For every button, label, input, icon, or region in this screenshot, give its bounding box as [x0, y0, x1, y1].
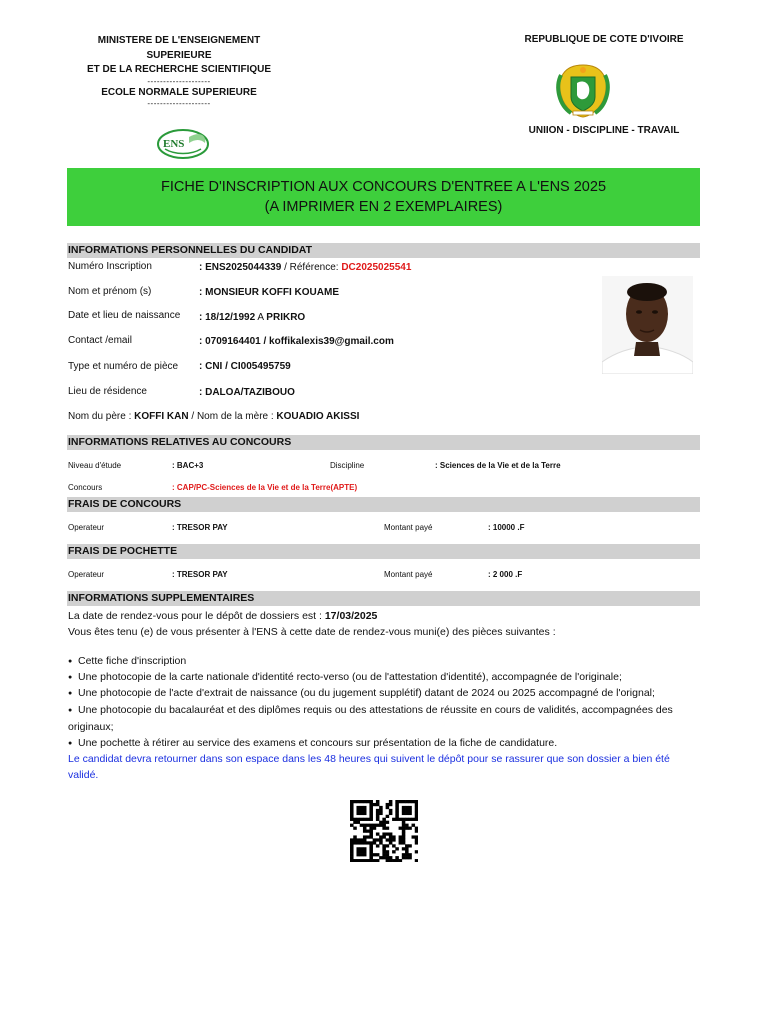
divider-2: -------------------- [147, 99, 211, 108]
value-operateur-pochette: : TRESOR PAY [172, 570, 228, 579]
list-item-text: Une photocopie du bacalauréat et des diplômes requis ou des attestations de réussite en cours de validités, accompagnées des originaux; [68, 704, 673, 733]
numero-inscription: : ENS2025044339 [199, 262, 282, 273]
parents-line [68, 411, 359, 422]
section-frais-pochette: FRAIS DE POCHETTE [67, 544, 700, 559]
label-montant-pochette: Montant payé [384, 570, 433, 579]
label-numero-inscription: Numéro Inscription [68, 261, 152, 272]
label-montant-concours: Montant payé [384, 523, 433, 532]
ministry-header [70, 34, 288, 108]
candidate-name: : MONSIEUR KOFFI KOUAME [199, 287, 339, 298]
list-item-text: Cette fiche d'inscription [78, 655, 187, 667]
list-item-text: Une pochette à rétirer au service des examens et concours sur présentation de la fiche de candidature. [78, 737, 558, 749]
required-documents-intro: Vous êtes tenu (e) de vous présenter à l'ENS à cette date de rendez-vous muni(e) des pièces suivantes : [68, 626, 556, 638]
form-title: FICHE D'INSCRIPTION AUX CONCOURS D'ENTREE A L'ENS 2025 [160, 179, 607, 195]
label-naissance: Date et lieu de naissance [68, 310, 181, 321]
list-item-text: Une photocopie de la carte nationale d'identité recto-verso (ou de l'attestation d'identité), accompagnée de l'originale; [78, 671, 622, 683]
value-piece [199, 361, 291, 372]
value-operateur-concours: : TRESOR PAY [172, 523, 228, 532]
value-montant-pochette: : 2 000 .F [488, 570, 523, 579]
bullet-icon: ● [68, 690, 73, 697]
section-concours-info: INFORMATIONS RELATIVES AU CONCOURS [67, 435, 700, 450]
school-name: ECOLE NORMALE SUPERIEURE [101, 86, 257, 98]
ministry-line-1: MINISTERE DE L'ENSEIGNEMENT [97, 35, 261, 46]
value-residence [199, 387, 295, 398]
label-discipline: Discipline [330, 461, 365, 470]
bullet-icon: ● [68, 658, 73, 665]
coat-of-arms-emblem [553, 61, 613, 121]
value-niveau: : BAC+3 [172, 461, 204, 470]
value-nom-prenom [199, 287, 339, 298]
mother-name: KOUADIO AKISSI [276, 411, 360, 422]
residence: : DALOA/TAZIBOUO [199, 387, 295, 398]
label-contact: Contact /email [68, 335, 132, 346]
value-discipline: : Sciences de la Vie et de la Terre [435, 461, 561, 470]
list-item [68, 669, 700, 686]
list-item [68, 685, 700, 702]
birth-place: PRIKRO [266, 312, 306, 323]
bullet-icon: ● [68, 674, 73, 681]
list-item [68, 653, 700, 670]
list-item [68, 702, 700, 735]
bullet-icon: ● [68, 740, 73, 747]
ens-logo [155, 127, 211, 161]
contact-email: : 0709164401 / koffikalexis39@gmail.com [199, 336, 394, 347]
rdv-text: La date de rendez-vous pour le dépôt de dossiers est : [68, 610, 325, 622]
mother-label: / Nom de la mère : [188, 411, 277, 422]
label-niveau: Niveau d'étude [68, 461, 122, 470]
label-residence: Lieu de résidence [68, 386, 147, 397]
id-document: : CNI / CI005495759 [199, 361, 291, 372]
ministry-line-2: SUPERIEURE [146, 49, 212, 61]
bullet-icon: ● [68, 707, 73, 714]
form-subtitle: (A IMPRIMER EN 2 EXEMPLAIRES) [264, 199, 503, 215]
section-informations-supplementaires: INFORMATIONS SUPPLEMENTAIRES [67, 591, 700, 606]
label-concours: Concours [68, 483, 103, 492]
reference-number: DC2025025541 [341, 262, 412, 273]
value-numero-inscription [199, 262, 411, 273]
value-contact [199, 336, 394, 347]
national-motto: UNIION - DISCIPLINE - TRAVAIL [528, 125, 680, 136]
rdv-line [68, 608, 700, 624]
label-piece: Type et numéro de pièce [68, 361, 179, 372]
ens-logo-text: ENS [163, 138, 185, 150]
father-name: KOFFI KAN [134, 411, 189, 422]
candidate-photo [602, 276, 693, 374]
label-operateur-pochette: Operateur [68, 570, 105, 579]
list-item-text: Une photocopie de l'acte d'extrait de naissance (ou du jugement supplétif) datant de 2024 ou 2025 accompagné de l'orignal; [78, 687, 655, 699]
qr-code [350, 800, 418, 862]
ministry-line-3: ET DE LA RECHERCHE SCIENTIFIQUE [86, 64, 272, 75]
father-label: Nom du père : [68, 411, 135, 422]
divider-1: -------------------- [147, 76, 211, 86]
birth-separator: A [255, 312, 267, 323]
validation-note: Le candidat devra retourner dans son espace dans les 48 heures qui suivent le dépôt pour se rassurer que son dossier a bien été validé. [68, 753, 670, 781]
rdv-date: 17/03/2025 [324, 610, 378, 622]
value-concours: : CAP/PC-Sciences de la Vie et de la Terre(APTE) [172, 483, 358, 492]
value-montant-concours: : 10000 .F [488, 523, 525, 532]
section-personal-info: INFORMATIONS PERSONNELLES DU CANDIDAT [67, 243, 700, 258]
label-operateur-concours: Operateur [68, 523, 105, 532]
section-frais-concours: FRAIS DE CONCOURS [67, 497, 700, 512]
label-nom-prenom: Nom et prénom (s) [68, 286, 152, 297]
reference-label: / Référence: [281, 262, 342, 273]
country-name: REPUBLIQUE DE COTE D'IVOIRE [524, 34, 684, 45]
list-item [68, 735, 700, 752]
value-naissance [199, 312, 305, 323]
birth-date: : 18/12/1992 [199, 312, 256, 323]
form-title-banner [67, 168, 700, 226]
